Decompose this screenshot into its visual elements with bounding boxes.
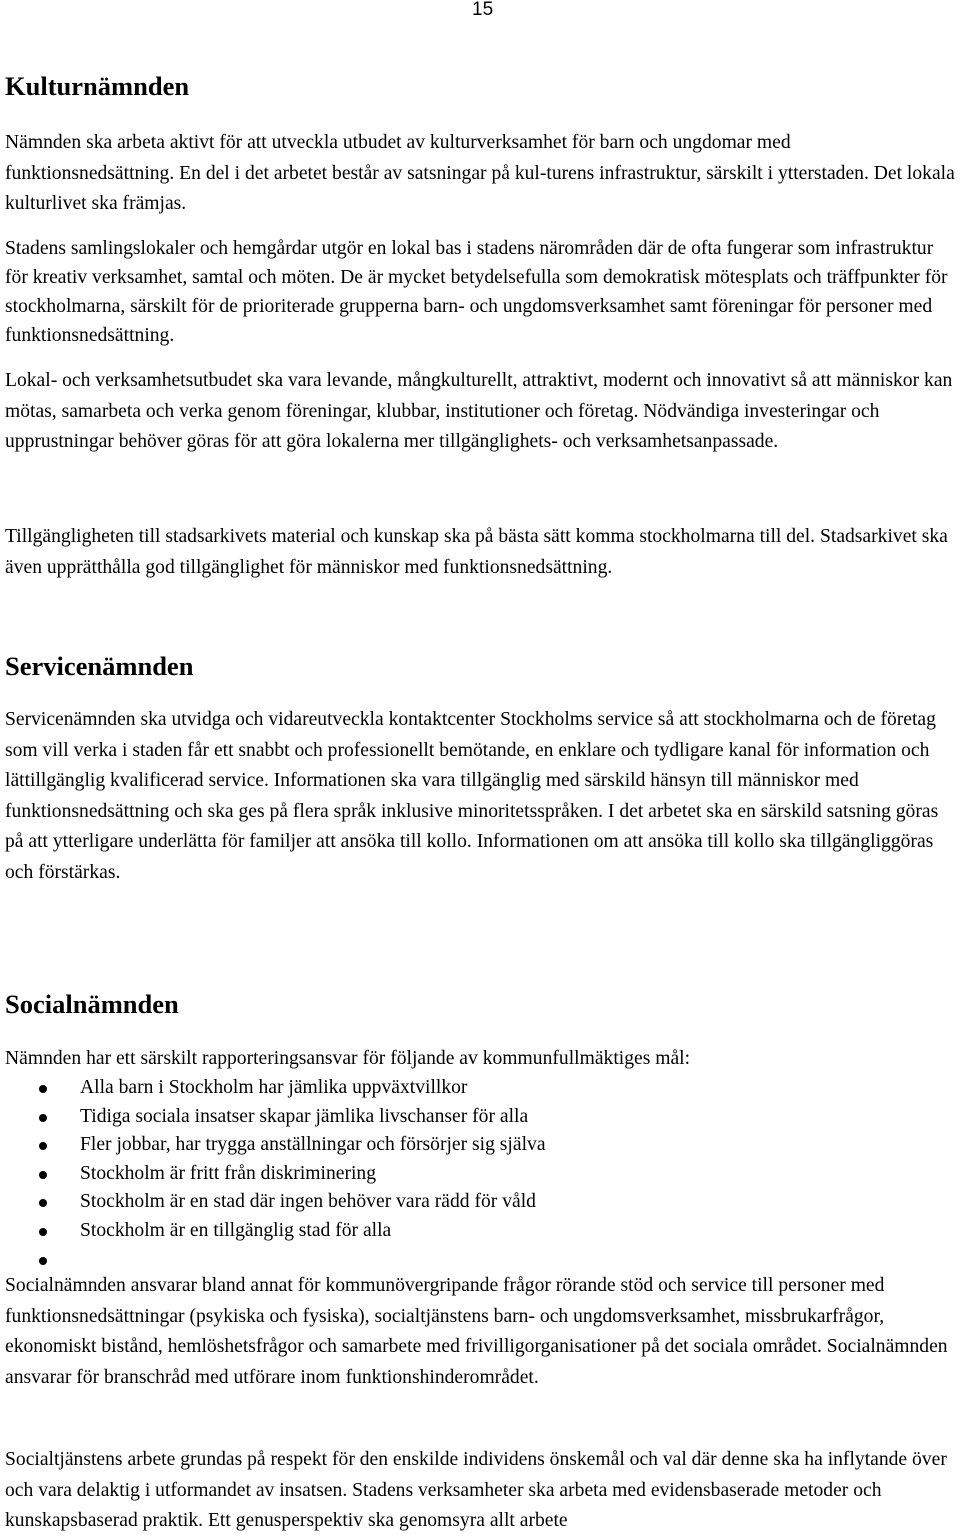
service-paragraph-1: Servicenämnden ska utvidga och vidareutveckla kontaktcenter Stockholms service så att stockholmarna och de företag som vill verka i staden får ett snabbt och professionellt bemötande, en enklare och tydligare kanal för information och lättillgänglig kvalificerad service. Informationen ska vara tillgänglig med särskild hänsyn till människor med funktionsnedsättning och ska ges på flera språk inklusive minoritetsspråken. I det arbetet ska en särskild satsning göras på att ytterligare underlätta för familjer att ansöka till kollo. Informationen om att ansöka till kollo ska tillgängliggöras och förstärkas. xyxy=(5,709,939,883)
kultur-paragraph-2: Stadens samlingslokaler och hemgårdar utgör en lokal bas i stadens närområden där de ofta fungerar som infrastruktur för kreativ verksamhet, samtal och möten. De är mycket betydelsefulla som demokratisk mötesplats och träffpunkter för stockholmarna, särskilt för de prioriterade grupperna barn- och ungdomsverksamhet samt föreningar för personer med funktionsnedsättning. xyxy=(5,238,948,346)
bullet-icon xyxy=(39,1228,47,1236)
list-item: Stockholm är fritt från diskriminering xyxy=(0,1160,546,1189)
social-paragraph-1: Socialnämnden ansvarar bland annat för kommunövergripande frågor rörande stöd och service till personer med funktionsnedsättningar (psykiska och fysiska), socialtjänstens barn- och ungdomsverksamhet, missbrukarfrågor, ekonomiskt bistånd, hemlöshetsfrågor och samarbete med frivilligorganisationer på det sociala området. Socialnämnden ansvarar för branschråd med utförare inom funktionshinderområdet. xyxy=(5,1275,948,1388)
list-item: Tidiga sociala insatser skapar jämlika livschanser för alla xyxy=(0,1103,546,1132)
bullet-icon xyxy=(39,1114,47,1122)
list-item xyxy=(0,1246,546,1275)
bullet-icon xyxy=(39,1257,47,1265)
list-item: Alla barn i Stockholm har jämlika uppväxtvillkor xyxy=(0,1074,546,1103)
section-heading-servicenamnden: Servicenämnden xyxy=(5,651,194,681)
kultur-paragraph-4: Tillgängligheten till stadsarkivets material och kunskap ska på bästa sätt komma stockholmarna till del. Stadsarkivet ska även upprätthålla god tillgänglighet för människor med funktionsnedsättning. xyxy=(5,526,948,578)
list-item: Stockholm är en tillgänglig stad för alla xyxy=(0,1217,546,1246)
social-intro: Nämnden har ett särskilt rapporteringsansvar för följande av kommunfullmäktiges mål: xyxy=(5,1048,691,1069)
social-paragraph-2: Socialtjänstens arbete grundas på respekt för den enskilde individens önskemål och val där denne ska ha inflytande över och vara delaktig i utformandet av insatsen. Stadens verksamheter ska arbeta med evidensbaserade metoder och kunskapsbaserad praktik. Ett genusperspektiv ska genomsyra allt arbete xyxy=(5,1449,947,1531)
kultur-paragraph-3: Lokal- och verksamhetsutbudet ska vara levande, mångkulturellt, attraktivt, modernt och innovativt så att människor kan mötas, samarbeta och verka genom föreningar, klubbar, institutioner och företag. Nödvändiga investeringar och upprustningar behöver göras för att göra lokalerna mer tillgänglighets- och verksamhetsanpassade. xyxy=(5,370,953,452)
page-number: 15 xyxy=(472,0,494,20)
section-heading-kulturnamnden: Kulturnämnden xyxy=(5,71,190,101)
bullet-icon xyxy=(39,1199,47,1207)
list-item: Fler jobbar, har trygga anställningar och försörjer sig själva xyxy=(0,1131,546,1160)
goals-list xyxy=(0,1074,546,1274)
list-item: Stockholm är en stad där ingen behöver vara rädd för våld xyxy=(0,1188,546,1217)
bullet-icon xyxy=(39,1171,47,1179)
bullet-icon xyxy=(39,1142,47,1150)
kultur-paragraph-1: Nämnden ska arbeta aktivt för att utveckla utbudet av kulturverksamhet för barn och ungdomar med funktionsnedsättning. En del i det arbetet består av satsningar på kul-turens infrastruktur, särskilt i ytterstaden. Det lokala kulturlivet ska främjas. xyxy=(5,132,955,214)
bullet-icon xyxy=(39,1085,47,1093)
section-heading-socialnamnden: Socialnämnden xyxy=(5,989,179,1019)
